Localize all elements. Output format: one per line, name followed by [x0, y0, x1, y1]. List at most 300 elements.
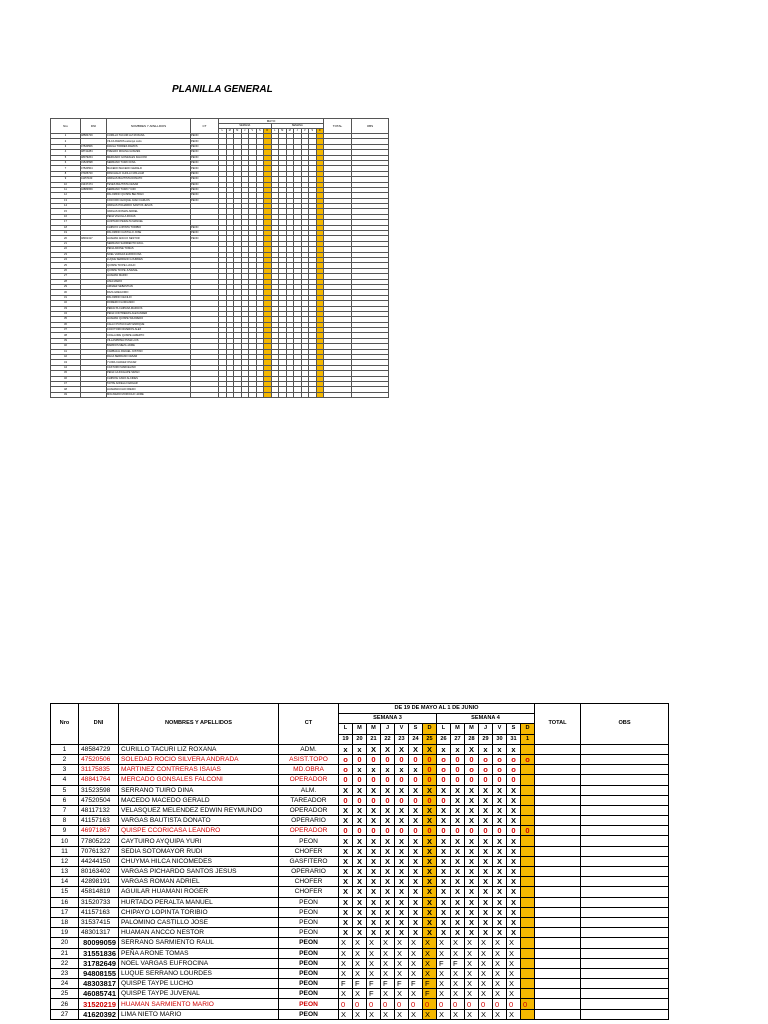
mini-day-cell: [271, 392, 279, 397]
table-row: [51, 775, 669, 785]
mini-ct: PEON: [191, 171, 219, 176]
attendance-mark: X: [367, 907, 381, 917]
attendance-mark: X: [381, 744, 395, 754]
day-letter: V: [493, 724, 507, 734]
row-obs: [581, 1009, 669, 1019]
attendance-mark: o: [339, 754, 353, 764]
attendance-mark: X: [479, 917, 493, 927]
row-nro: 6: [51, 795, 79, 805]
attendance-mark: X: [423, 958, 437, 968]
attendance-mark: [521, 928, 535, 938]
mini-dni: 47520504: [81, 166, 107, 171]
attendance-mark: X: [353, 785, 367, 795]
attendance-mark: X: [381, 846, 395, 856]
attendance-mark: X: [339, 805, 353, 815]
mini-ct: PEON: [191, 160, 219, 165]
day-number: 26: [437, 734, 451, 744]
mini-ct: PEON: [191, 236, 219, 241]
row-nro: 23: [51, 968, 79, 978]
mini-nro: 3: [51, 144, 81, 149]
row-obs: [581, 897, 669, 907]
attendance-mark: X: [423, 928, 437, 938]
mini-name: PEÑA VIGUILLA ROJAS: [107, 214, 191, 219]
row-total: [535, 826, 581, 836]
table-row: [51, 897, 669, 907]
attendance-mark: [521, 887, 535, 897]
attendance-mark: X: [367, 917, 381, 927]
attendance-mark: X: [507, 877, 521, 887]
attendance-mark: X: [339, 867, 353, 877]
row-nro: 8: [51, 816, 79, 826]
attendance-mark: X: [381, 867, 395, 877]
row-ct: PEON: [279, 917, 339, 927]
attendance-mark: F: [367, 989, 381, 999]
attendance-mark: X: [409, 867, 423, 877]
attendance-mark: X: [409, 856, 423, 866]
mini-ct: PEON: [191, 139, 219, 144]
table-row: [51, 867, 669, 877]
row-name: MERCADO GONSALES FALCONI: [119, 775, 279, 785]
attendance-mark: X: [395, 917, 409, 927]
attendance-mark: o: [507, 765, 521, 775]
mini-day-letter: S: [309, 129, 317, 134]
attendance-mark: X: [465, 887, 479, 897]
attendance-mark: X: [367, 887, 381, 897]
mini-dni: 48584729: [81, 134, 107, 139]
day-number: 28: [465, 734, 479, 744]
attendance-mark: 0: [423, 754, 437, 764]
attendance-mark: X: [367, 1009, 381, 1019]
row-name: VELASQUEZ MELENDEZ EDWIN REYMUNDO: [119, 805, 279, 815]
attendance-mark: X: [451, 928, 465, 938]
mini-name: VARGAS PICHARDO SANTOS JESUS: [107, 204, 191, 209]
attendance-mark: 0: [353, 775, 367, 785]
row-dni: 31782649: [79, 958, 119, 968]
row-total: [535, 897, 581, 907]
mini-name: PAZA GREGORIO: [107, 290, 191, 295]
attendance-mark: X: [465, 856, 479, 866]
attendance-mark: X: [479, 816, 493, 826]
attendance-mark: X: [423, 836, 437, 846]
attendance-mark: X: [465, 785, 479, 795]
mini-name: PALOMINO CECILIO: [107, 295, 191, 300]
row-nro: 17: [51, 907, 79, 917]
row-ct: ADM.: [279, 744, 339, 754]
attendance-mark: X: [353, 816, 367, 826]
attendance-mark: x: [353, 765, 367, 775]
table-row: [51, 826, 669, 836]
attendance-mark: [521, 948, 535, 958]
mini-ct: PEON: [191, 193, 219, 198]
day-letter: S: [409, 724, 423, 734]
row-total: [535, 938, 581, 948]
row-name: QUISPE CCORICASA LEANDRO: [119, 826, 279, 836]
attendance-mark: X: [437, 917, 451, 927]
attendance-mark: X: [493, 1009, 507, 1019]
table-row: [51, 754, 669, 764]
attendance-mark: 0: [507, 775, 521, 785]
row-ct: PEON: [279, 968, 339, 978]
attendance-mark: o: [465, 765, 479, 775]
attendance-mark: 0: [367, 775, 381, 785]
attendance-mark: x: [339, 744, 353, 754]
mini-obs-cell: [352, 392, 389, 397]
mini-name: TREGRO MOLINA GONZES: [107, 150, 191, 155]
attendance-mark: 0: [479, 999, 493, 1009]
row-ct: ASIST.TOPO: [279, 754, 339, 764]
table-row: [51, 917, 669, 927]
row-total: [535, 867, 581, 877]
mini-ct: PEON: [191, 150, 219, 155]
row-total: [535, 744, 581, 754]
row-obs: [581, 846, 669, 856]
row-total: [535, 805, 581, 815]
row-name: CURILLO TACURI LIZ ROXANA: [119, 744, 279, 754]
table-row: [51, 856, 669, 866]
day-number: 27: [451, 734, 465, 744]
row-name: MACEDO MACEDO GERALD: [119, 795, 279, 805]
mini-day-cell: [286, 392, 294, 397]
table-row: [51, 958, 669, 968]
attendance-mark: X: [451, 856, 465, 866]
attendance-mark: X: [465, 938, 479, 948]
mini-dni: 47520506: [81, 144, 107, 149]
row-dni: 42898191: [79, 877, 119, 887]
attendance-mark: X: [381, 968, 395, 978]
mini-nro: 7: [51, 166, 81, 171]
row-nro: 27: [51, 1009, 79, 1019]
attendance-mark: [521, 836, 535, 846]
mini-name: MACEDO MACEDO GERALD: [107, 166, 191, 171]
attendance-mark: X: [493, 948, 507, 958]
attendance-mark: X: [479, 979, 493, 989]
attendance-mark: [521, 867, 535, 877]
row-obs: [581, 907, 669, 917]
attendance-mark: X: [395, 928, 409, 938]
mini-ct: PEON: [191, 166, 219, 171]
attendance-mark: X: [395, 816, 409, 826]
attendance-mark: [521, 1009, 535, 1019]
attendance-mark: X: [493, 958, 507, 968]
attendance-mark: 0: [353, 999, 367, 1009]
attendance-mark: X: [367, 856, 381, 866]
attendance-mark: x: [479, 744, 493, 754]
mini-name: MOLINERO MOROCHO JAIME: [107, 392, 191, 397]
attendance-mark: X: [381, 928, 395, 938]
mini-nro: 36: [51, 322, 81, 327]
mini-nro: 11: [51, 187, 81, 192]
attendance-mark: X: [381, 938, 395, 948]
attendance-mark: [521, 979, 535, 989]
row-ct: CHOFER: [279, 846, 339, 856]
attendance-mark: X: [493, 816, 507, 826]
attendance-mark: 0: [507, 999, 521, 1009]
attendance-mark: X: [479, 877, 493, 887]
attendance-mark: X: [339, 958, 353, 968]
attendance-mark: X: [507, 917, 521, 927]
attendance-mark: [521, 775, 535, 785]
mini-nro: 10: [51, 182, 81, 187]
attendance-mark: X: [339, 928, 353, 938]
row-ct: PEON: [279, 836, 339, 846]
attendance-mark: X: [479, 958, 493, 968]
mini-nro: 26: [51, 268, 81, 273]
attendance-mark: F: [395, 979, 409, 989]
attendance-mark: X: [395, 1009, 409, 1019]
attendance-mark: o: [437, 765, 451, 775]
attendance-mark: X: [437, 816, 451, 826]
row-ct: PEON: [279, 1009, 339, 1019]
table-row: [51, 948, 669, 958]
mini-name: VARGAS BAUTISTA DONATO: [107, 177, 191, 182]
attendance-mark: X: [451, 816, 465, 826]
attendance-mark: X: [409, 887, 423, 897]
attendance-mark: 0: [423, 795, 437, 805]
attendance-mark: [521, 877, 535, 887]
mini-nro: 29: [51, 284, 81, 289]
attendance-mark: 0: [367, 999, 381, 1009]
attendance-mark: X: [409, 836, 423, 846]
row-total: [535, 765, 581, 775]
row-dni: 31520219: [79, 999, 119, 1009]
attendance-mark: X: [339, 897, 353, 907]
row-dni: 48584729: [79, 744, 119, 754]
attendance-mark: X: [353, 836, 367, 846]
attendance-mark: [521, 917, 535, 927]
attendance-mark: X: [437, 856, 451, 866]
row-total: [535, 958, 581, 968]
attendance-mark: X: [381, 856, 395, 866]
mini-name: PALOMINO CASTILLO JOSE: [107, 231, 191, 236]
attendance-mark: X: [381, 958, 395, 968]
attendance-mark: X: [353, 867, 367, 877]
attendance-mark: X: [465, 928, 479, 938]
attendance-mark: 0: [493, 999, 507, 1009]
attendance-mark: X: [353, 1009, 367, 1019]
attendance-table: [50, 703, 669, 1020]
row-nro: 21: [51, 948, 79, 958]
mini-name: VARGAS ROMAN ADRIEL: [107, 209, 191, 214]
mini-nro: 45: [51, 371, 81, 376]
mini-nro: 40: [51, 344, 81, 349]
day-number: 23: [395, 734, 409, 744]
mini-nro: 44: [51, 365, 81, 370]
mini-nro: 38: [51, 333, 81, 338]
mini-nro: 1: [51, 134, 81, 139]
attendance-mark: x: [381, 765, 395, 775]
attendance-mark: 0: [353, 795, 367, 805]
attendance-mark: X: [353, 938, 367, 948]
mini-name: PEÑA CONTRERAS ALEXANDER: [107, 311, 191, 316]
attendance-mark: X: [381, 836, 395, 846]
attendance-mark: X: [437, 948, 451, 958]
attendance-mark: X: [451, 836, 465, 846]
attendance-mark: 0: [409, 775, 423, 785]
attendance-mark: X: [451, 968, 465, 978]
attendance-mark: X: [367, 785, 381, 795]
attendance-mark: 0: [479, 826, 493, 836]
day-number: 25: [423, 734, 437, 744]
attendance-mark: F: [339, 979, 353, 989]
attendance-mark: X: [395, 785, 409, 795]
mini-name: QUISPE TAYPE LUCHO: [107, 263, 191, 268]
row-total: [535, 907, 581, 917]
row-total: [535, 928, 581, 938]
mini-name: COAYTORO RIVEROS ALEX: [107, 328, 191, 333]
attendance-mark: X: [479, 938, 493, 948]
attendance-mark: X: [465, 948, 479, 958]
table-row: [51, 928, 669, 938]
mini-nro: 37: [51, 328, 81, 333]
day-number: 20: [353, 734, 367, 744]
mini-day-letter: D: [316, 129, 324, 134]
row-obs: [581, 836, 669, 846]
table-row: [51, 907, 669, 917]
attendance-mark: [521, 958, 535, 968]
attendance-mark: X: [465, 836, 479, 846]
mini-name: CHIPAYE CANO ALCIDES: [107, 376, 191, 381]
attendance-mark: X: [493, 917, 507, 927]
attendance-mark: X: [409, 928, 423, 938]
table-row: [51, 846, 669, 856]
attendance-mark: X: [367, 877, 381, 887]
row-dni: 41620392: [79, 1009, 119, 1019]
attendance-mark: 0: [381, 795, 395, 805]
attendance-mark: X: [465, 795, 479, 805]
mini-header-week: SEMANA: [271, 124, 324, 129]
mini-header-nro: Nro: [51, 119, 81, 134]
row-dni: 31551836: [79, 948, 119, 958]
attendance-mark: 0: [451, 765, 465, 775]
attendance-mark: X: [353, 805, 367, 815]
mini-header-ct: CT: [191, 119, 219, 134]
attendance-mark: 0: [479, 775, 493, 785]
row-obs: [581, 754, 669, 764]
attendance-mark: 0: [423, 826, 437, 836]
attendance-mark: X: [465, 897, 479, 907]
row-ct: PEON: [279, 958, 339, 968]
attendance-mark: X: [409, 785, 423, 795]
mini-day-letter: M: [226, 129, 234, 134]
attendance-mark: F: [353, 979, 367, 989]
mini-nro: 23: [51, 252, 81, 257]
attendance-mark: X: [465, 917, 479, 927]
attendance-mark: X: [493, 785, 507, 795]
attendance-mark: X: [437, 846, 451, 856]
attendance-mark: X: [507, 948, 521, 958]
day-number: 1: [521, 734, 535, 744]
row-ct: PEON: [279, 948, 339, 958]
mini-header-week: SEMANA: [219, 124, 272, 129]
mini-ct: PEON: [191, 231, 219, 236]
header-week-3: SEMANA 3: [339, 714, 437, 724]
attendance-mark: 0: [381, 826, 395, 836]
attendance-mark: [521, 744, 535, 754]
attendance-mark: X: [437, 979, 451, 989]
attendance-mark: X: [409, 744, 423, 754]
attendance-mark: X: [381, 1009, 395, 1019]
mini-nro: 17: [51, 220, 81, 225]
row-dni: 48841764: [79, 775, 119, 785]
attendance-mark: X: [493, 836, 507, 846]
mini-name: RACA SERRANO CESAR: [107, 355, 191, 360]
attendance-mark: X: [493, 989, 507, 999]
attendance-mark: X: [423, 805, 437, 815]
row-ct: TAREADOR: [279, 795, 339, 805]
row-total: [535, 836, 581, 846]
attendance-mark: 0: [409, 754, 423, 764]
attendance-mark: x: [395, 765, 409, 775]
day-number: 22: [381, 734, 395, 744]
mini-day-cell: [219, 392, 227, 397]
attendance-mark: X: [465, 744, 479, 754]
mini-dni: 31523598: [81, 160, 107, 165]
mini-day-cell: [234, 392, 242, 397]
day-letter: D: [521, 724, 535, 734]
row-dni: 41157163: [79, 816, 119, 826]
attendance-mark: 0: [395, 826, 409, 836]
row-dni: 47520504: [79, 795, 119, 805]
attendance-mark: [521, 846, 535, 856]
mini-name: PEÑA CAJOCHAPE SIMAO: [107, 371, 191, 376]
attendance-mark: X: [451, 917, 465, 927]
attendance-mark: 0: [339, 775, 353, 785]
row-ct: OPERADOR: [279, 805, 339, 815]
attendance-mark: X: [353, 989, 367, 999]
attendance-mark: X: [437, 907, 451, 917]
mini-name: HUAMAN QUISPE WILFREDO: [107, 317, 191, 322]
row-name: SOLEDAD ROCIO SILVERA ANDRADA: [119, 754, 279, 764]
row-obs: [581, 775, 669, 785]
attendance-mark: X: [423, 856, 437, 866]
row-name: CAYTUIRO AYQUIPA YURI: [119, 836, 279, 846]
mini-name: SERRANO TUIRO YURI: [107, 187, 191, 192]
attendance-mark: X: [423, 1009, 437, 1019]
attendance-mark: X: [353, 846, 367, 856]
row-nro: 18: [51, 917, 79, 927]
attendance-mark: X: [507, 928, 521, 938]
attendance-mark: X: [507, 897, 521, 907]
mini-nro: 5: [51, 155, 81, 160]
row-dni: 80099059: [79, 938, 119, 948]
attendance-mark: 0: [423, 765, 437, 775]
attendance-mark: X: [409, 989, 423, 999]
mini-dni: 48741284: [81, 150, 107, 155]
mini-name: HUAMAN MARIO: [107, 274, 191, 279]
attendance-mark: X: [381, 907, 395, 917]
attendance-mark: X: [395, 968, 409, 978]
row-obs: [581, 744, 669, 754]
mini-name: NOEL VARGAS EUFROCINA: [107, 252, 191, 257]
attendance-mark: X: [437, 897, 451, 907]
attendance-mark: X: [395, 989, 409, 999]
row-dni: 44244150: [79, 856, 119, 866]
mini-day-cell: [241, 392, 249, 397]
day-number: 24: [409, 734, 423, 744]
mini-name: YUJRA CHAVEZ OSCAR: [107, 360, 191, 365]
mini-table-row: [51, 392, 389, 397]
row-dni: 94808155: [79, 968, 119, 978]
attendance-mark: [521, 805, 535, 815]
attendance-mark: X: [381, 816, 395, 826]
attendance-mark: X: [507, 968, 521, 978]
mini-ct: [191, 392, 219, 397]
row-nro: 7: [51, 805, 79, 815]
attendance-mark: [521, 968, 535, 978]
row-name: SERRANO SARMIENTO RAUL: [119, 938, 279, 948]
attendance-mark: X: [479, 785, 493, 795]
attendance-mark: 0: [507, 826, 521, 836]
